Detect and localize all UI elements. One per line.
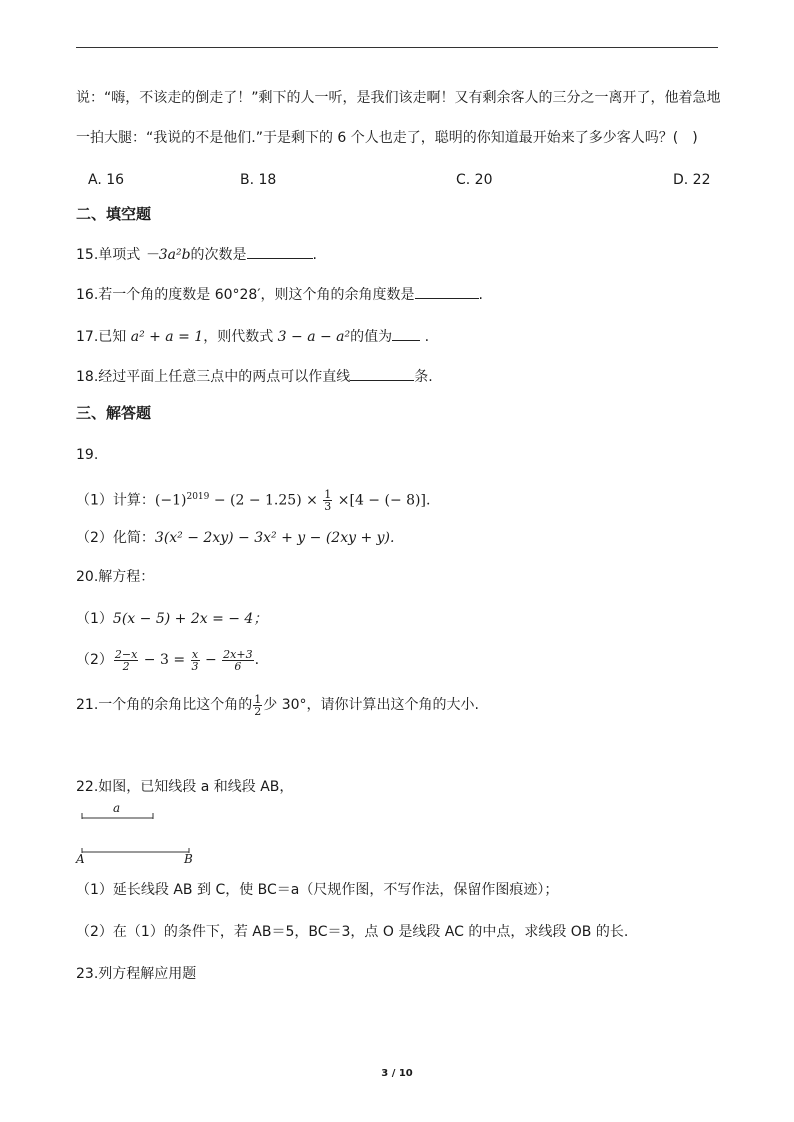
point-b-label: B (184, 852, 193, 866)
q19-part-1-base: (−1) (154, 492, 187, 509)
q19-part-1 (76, 484, 430, 514)
q14-option-c: C. 20 (456, 172, 493, 188)
q20-part-1 (76, 609, 267, 629)
q17-mid: ，则代数式 (203, 329, 278, 345)
question-18 (76, 367, 433, 387)
q18-answer-blank[interactable] (350, 368, 414, 381)
q19-part-1-label: （1）计算： (76, 492, 155, 509)
q22-title: 22.如图，已知线段 a 和线段 AB， (76, 779, 294, 795)
q20-part-2-label: （2） (76, 652, 113, 668)
page-number: 3 / 10 (381, 1068, 413, 1079)
q17-condition: a² + a = 1 (130, 329, 204, 345)
q15-end: . (312, 247, 317, 263)
frac-denominator: 6 (234, 659, 242, 673)
q19-part-1-mid: − (2 − 1.25) × (209, 492, 323, 509)
q20-part-2-mid: − 3 = (139, 652, 190, 668)
q15-prefix: 15.单项式 (76, 247, 145, 263)
q20-part-2 (76, 646, 259, 674)
q22-part-2: （2）在（1）的条件下，若 AB＝5，BC＝3，点 O 是线段 AC 的中点，求线段 OB 的长. (76, 924, 629, 940)
q14-line-2: 一拍大腿：“我说的不是他们.”于是剩下的 6 个人也走了，聪明的你知道最开始来了多少客人吗？( ) (76, 130, 698, 146)
q17-suffix: 的值为 (350, 329, 393, 345)
frac-numerator: 2x+3 (223, 647, 253, 661)
q19-part-1-end: ×[4 − (− 8)]. (333, 492, 431, 509)
q20-fraction-2 (191, 649, 200, 672)
frac-denominator: 3 (324, 500, 332, 514)
q20-part-1-label: （1） (76, 611, 113, 627)
frac-denominator: 2 (254, 704, 262, 718)
q19-part-2-expression: 3(x² − 2xy) − 3x² + y − (2xy + y). (154, 530, 395, 546)
q14-option-a: A. 16 (88, 172, 125, 188)
q14-line-1: 说：“嗨，不该走的倒走了！”剩下的人一听，是我们该走啊！又有剩余客人的三分之一离开了，他着急地 (76, 90, 721, 106)
q17-prefix: 17.已知 (76, 329, 131, 345)
q18-text: 18.经过平面上任意三点中的两点可以作直线 (76, 369, 351, 385)
q18-end: 条. (414, 369, 433, 385)
section-solve-title: 三、解答题 (76, 404, 152, 422)
question-17 (76, 327, 429, 347)
frac-numerator: 2−x (114, 647, 138, 661)
q20-fraction-1 (114, 649, 138, 672)
q19-part-2 (76, 528, 394, 548)
frac-numerator: x (191, 647, 199, 661)
header-rule (76, 47, 718, 48)
q17-answer-blank[interactable] (392, 328, 420, 341)
frac-denominator: 2 (122, 659, 130, 673)
q16-text: 16.若一个角的度数是 60°28′，则这个角的余角度数是 (76, 287, 415, 303)
frac-denominator: 3 (191, 659, 199, 673)
q20-title: 20.解方程： (76, 569, 155, 585)
q16-answer-blank[interactable] (415, 286, 479, 299)
segment-a-label: a (113, 801, 121, 815)
point-a-label: A (76, 852, 85, 866)
q19-part-1-fraction (323, 489, 332, 512)
q21-fraction (253, 694, 262, 717)
q20-part-1-equation: 5(x − 5) + 2x = − 4； (112, 611, 268, 627)
q20-part-2-minus: − (200, 652, 222, 668)
q20-part-2-end: . (254, 652, 260, 668)
q19-number: 19. (76, 447, 99, 463)
q14-option-b: B. 18 (240, 172, 277, 188)
segment-figure (76, 800, 206, 870)
q15-answer-blank[interactable] (247, 246, 313, 259)
section-fill-in-title: 二、填空题 (76, 205, 152, 223)
q22-part-1: （1）延长线段 AB 到 C，使 BC＝a（尺规作图，不写作法，保留作图痕迹）； (76, 882, 559, 898)
q17-end: . (420, 329, 430, 345)
q21-suffix: 少 30°，请你计算出这个角的大小. (263, 697, 479, 713)
q17-expression: 3 − a − a² (277, 329, 351, 345)
q19-part-1-exponent: 2019 (186, 492, 210, 502)
q15-suffix: 的次数是 (190, 247, 247, 263)
question-15 (76, 245, 317, 265)
question-16 (76, 285, 483, 305)
question-21 (76, 692, 479, 718)
q21-prefix: 21.一个角的余角比这个角的 (76, 697, 253, 713)
q23-title: 23.列方程解应用题 (76, 966, 197, 982)
q19-part-2-label: （2）化简： (76, 530, 155, 546)
q16-end: . (478, 287, 483, 303)
q20-fraction-3 (222, 649, 253, 672)
frac-numerator: 1 (324, 488, 332, 502)
q14-option-d: D. 22 (673, 172, 711, 188)
q15-expression: －3a²b (144, 247, 191, 263)
frac-numerator: 1 (254, 692, 262, 706)
